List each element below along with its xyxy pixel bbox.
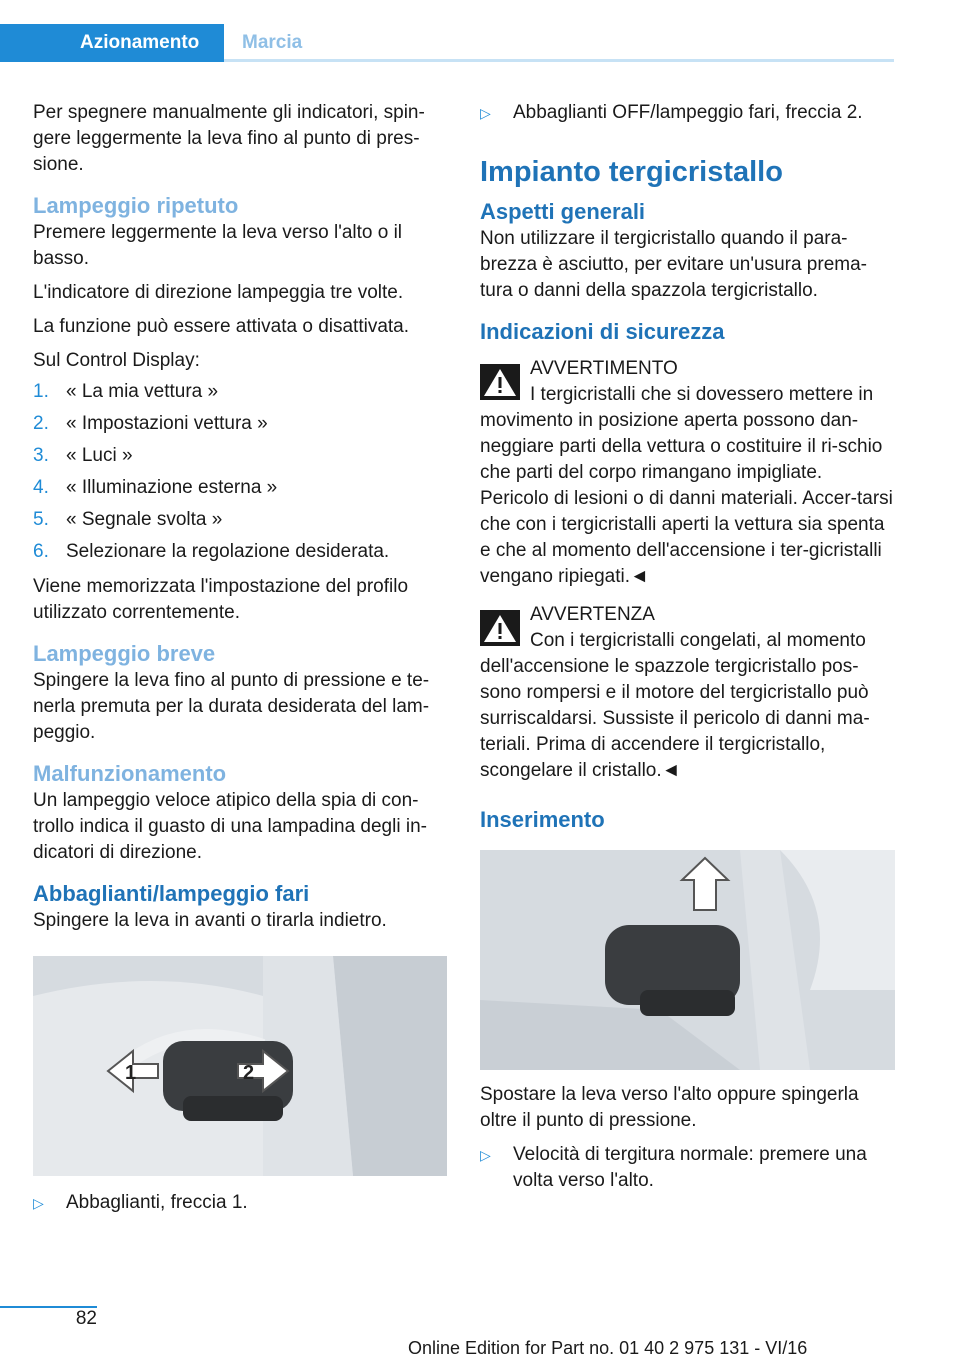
- step-text: « Luci »: [66, 445, 133, 466]
- warning-triangle-icon: [480, 610, 520, 646]
- paragraph-spegnere: Per spegnere manualmente gli indicatori, spin-gere leggermente la leva fino al punto di pres-sione.: [33, 102, 425, 175]
- chapter-tabs: [0, 24, 894, 62]
- step-number: 3.: [33, 445, 49, 466]
- bullet-list: [480, 100, 895, 126]
- list-item: [33, 376, 447, 408]
- steps-list: [33, 376, 447, 568]
- paragraph-spingere: Spingere la leva fino al punto di pressione e te-nerla premuta per la durata desiderata del lam-peggio.: [33, 670, 430, 743]
- tab-marcia[interactable]: Marcia: [242, 32, 303, 53]
- step-text: « Segnale svolta »: [66, 509, 223, 530]
- bullet-list: [480, 1142, 895, 1194]
- list-item: [33, 408, 447, 440]
- paragraph-non-utilizzare: Non utilizzare il tergicristallo quando il para-brezza è asciutto, per evitare un'usura prema-tura o danni della spazzola tergicristallo.: [480, 228, 867, 301]
- warning-triangle-icon: [480, 364, 520, 400]
- warning-block-avvertenza: [480, 602, 895, 784]
- warning-body: I tergicristalli che si dovessero mettere in movimento in posizione aperta possono dan-neggiare parti della vettura o costituire il ri-schio che parti del corpo rimangano impigliate. Pericolo di lesioni o di danni materiali. Accer-tarsi che con i tergicristalli aperti la vettura sia spenta e che al momento dell'accensione i ter-gicristalli vengano ripiegati.◄: [480, 384, 893, 587]
- tab-azionamento[interactable]: Azionamento: [0, 24, 224, 62]
- triangle-bullet-icon: ▷: [480, 105, 491, 121]
- paragraph-spostare: Spostare la leva verso l'alto oppure spingerla oltre il punto di pressione.: [480, 1084, 859, 1131]
- bullet-text: Velocità di tergitura normale: premere una volta verso l'alto.: [513, 1144, 867, 1191]
- list-item: [33, 504, 447, 536]
- heading-abbaglianti: Abbaglianti/lampeggio fari: [33, 881, 310, 906]
- heading-malfunzionamento: Malfunzionamento: [33, 761, 227, 786]
- triangle-bullet-icon: ▷: [33, 1195, 44, 1211]
- tab-underline: [224, 59, 894, 62]
- paragraph-lampeggio-veloce: Un lampeggio veloce atipico della spia di con-trollo indica il guasto di una lampadina degli in-dicatori di direzione.: [33, 790, 427, 863]
- warning-title: AVVERTENZA: [530, 604, 655, 625]
- paragraph-funzione: La funzione può essere attivata o disattivata.: [33, 316, 410, 337]
- paragraph-spingere-leva: Spingere la leva in avanti o tirarla indietro.: [33, 910, 387, 931]
- footer-edition: Online Edition for Part no. 01 40 2 975 131 - VI/16: [408, 1338, 808, 1358]
- step-number: 5.: [33, 509, 49, 530]
- step-text: Selezionare la regolazione desiderata.: [66, 541, 390, 562]
- warning-block-avvertimento: [480, 356, 895, 590]
- heading-inserimento: Inserimento: [480, 807, 605, 832]
- list-item: [33, 472, 447, 504]
- heading-impianto-tergicristallo: Impianto tergicristallo: [480, 156, 783, 188]
- heading-aspetti-generali: Aspetti generali: [480, 199, 646, 224]
- paragraph-control-display: Sul Control Display:: [33, 350, 200, 371]
- wiper-lever-illustration: [480, 850, 895, 1070]
- page-number: 82: [75, 1308, 97, 1329]
- step-number: 4.: [33, 477, 49, 498]
- heading-lampeggio-ripetuto: Lampeggio ripetuto: [33, 193, 239, 218]
- list-item: [33, 536, 447, 568]
- step-text: « Impostazioni vettura »: [66, 413, 268, 434]
- step-number: 1.: [33, 381, 49, 402]
- list-item: [480, 1142, 895, 1194]
- wiper-lever-drawing: [480, 850, 895, 1070]
- arrow-2-label: 2: [243, 1062, 255, 1084]
- arrow-1-label: 1: [125, 1062, 137, 1084]
- triangle-bullet-icon: ▷: [480, 1147, 491, 1163]
- bullet-list: [33, 1190, 447, 1216]
- step-text: « La mia vettura »: [66, 381, 219, 402]
- paragraph-premere: Premere leggermente la leva verso l'alto o il basso.: [33, 222, 403, 269]
- step-number: 2.: [33, 413, 49, 434]
- right-column: [480, 100, 895, 1200]
- warning-body: Con i tergicristalli congelati, al momento dell'accensione le spazzole tergicristallo pos-sono rompersi e il motore del tergicristallo può surriscaldarsi. Sussiste il pericolo di danni ma-teriali. Prima di accendere il tergicristallo, scongelare il cristallo.◄: [480, 630, 870, 781]
- list-item: [33, 440, 447, 472]
- paragraph-indicatore: L'indicatore di direzione lampeggia tre volte.: [33, 282, 404, 303]
- heading-lampeggio-breve: Lampeggio breve: [33, 641, 216, 666]
- high-beam-lever-illustration: [33, 956, 447, 1176]
- step-text: « Illuminazione esterna »: [66, 477, 278, 498]
- list-item: [33, 1190, 447, 1216]
- bullet-text: Abbaglianti, freccia 1.: [66, 1192, 248, 1213]
- warning-title: AVVERTIMENTO: [530, 358, 678, 379]
- step-number: 6.: [33, 541, 49, 562]
- bullet-text: Abbaglianti OFF/lampeggio fari, freccia 2.: [513, 102, 863, 123]
- paragraph-memorizzata: Viene memorizzata l'impostazione del profilo utilizzato correntemente.: [33, 576, 409, 623]
- lever-drawing: [33, 956, 447, 1176]
- list-item: [480, 100, 895, 126]
- heading-indicazioni-sicurezza: Indicazioni di sicurezza: [480, 319, 725, 344]
- left-column: [33, 100, 447, 1222]
